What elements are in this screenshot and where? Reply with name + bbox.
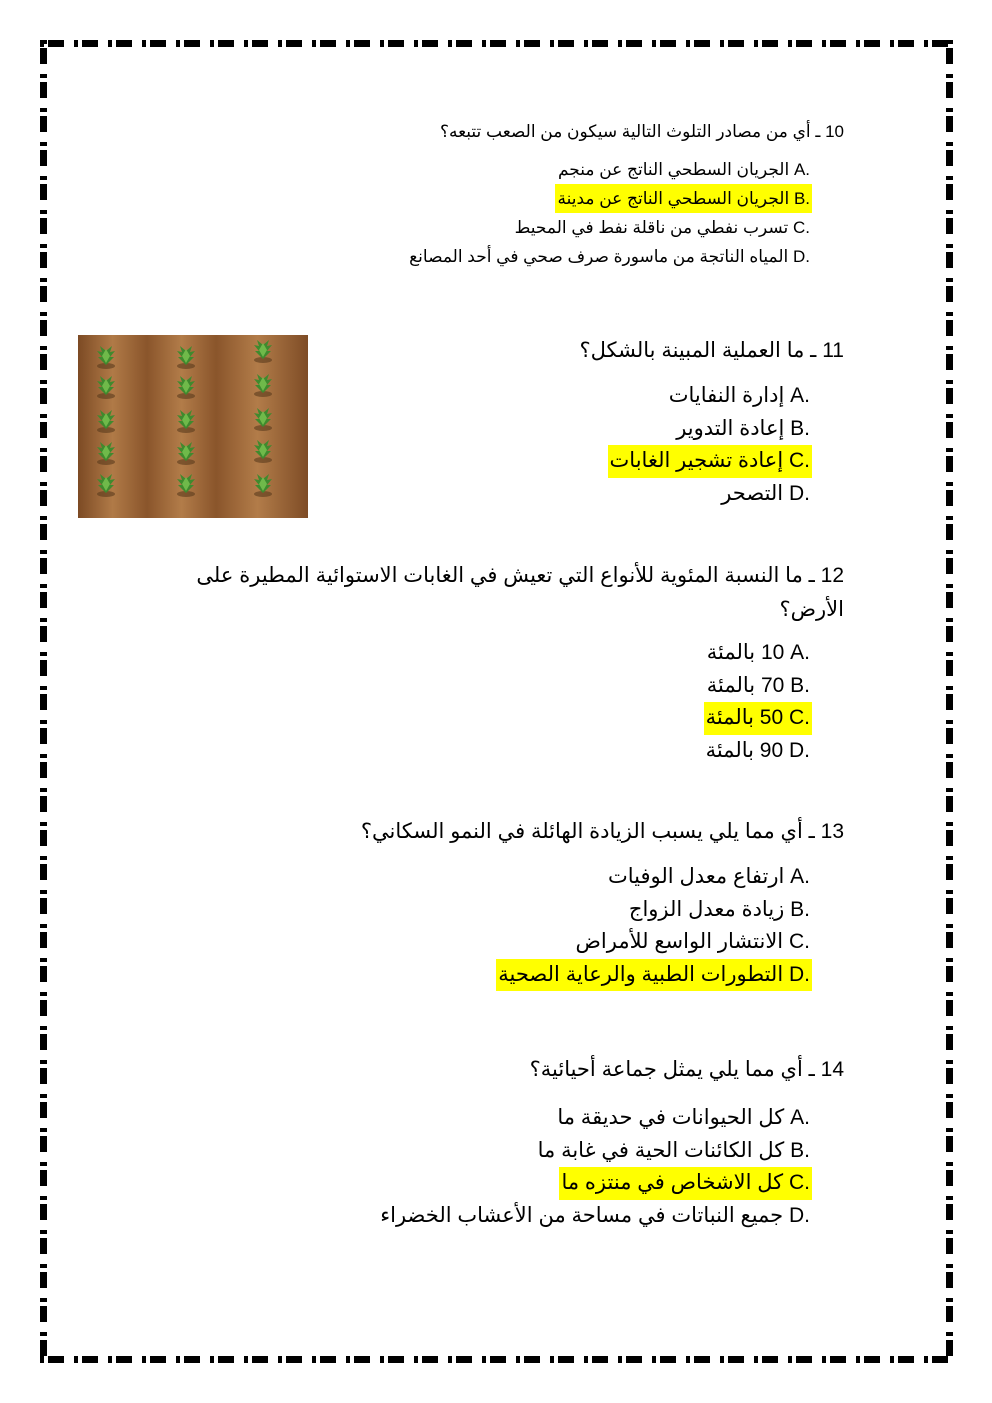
page-border-left bbox=[40, 40, 47, 1363]
question-text: 11 ـ ما العملية المبينة بالشكل؟ bbox=[579, 339, 844, 362]
options-list bbox=[378, 1102, 812, 1232]
page-border-top bbox=[40, 40, 953, 47]
option-letter: D. bbox=[789, 738, 810, 762]
option-d[interactable] bbox=[579, 478, 812, 511]
option-c[interactable] bbox=[378, 1167, 812, 1200]
option-b[interactable] bbox=[361, 894, 812, 927]
options-list bbox=[361, 861, 812, 991]
option-text: 50 بالمئة bbox=[705, 706, 784, 729]
option-letter: D. bbox=[793, 247, 810, 266]
question-10 bbox=[407, 121, 844, 271]
option-c[interactable] bbox=[194, 702, 812, 735]
option-letter: C. bbox=[789, 449, 810, 472]
option-letter: C. bbox=[789, 1171, 810, 1194]
option-text: الجريان السطحي الناتج عن مدينة bbox=[557, 189, 790, 208]
question-14 bbox=[378, 1053, 844, 1232]
question-text: 12 ـ ما النسبة المئوية للأنواع التي تعيش في الغابات الاستوائية المطيرة على الأرض؟ bbox=[196, 564, 844, 621]
page-border-bottom bbox=[40, 1356, 953, 1363]
option-text: كل الحيوانات في حديقة ما bbox=[557, 1106, 785, 1129]
option-b[interactable] bbox=[194, 670, 812, 703]
option-b[interactable] bbox=[407, 184, 812, 213]
page-border-right bbox=[946, 40, 953, 1363]
option-text: 10 بالمئة bbox=[706, 641, 785, 664]
option-letter: B. bbox=[793, 189, 810, 208]
option-text: كل الاشخاص في منتزه ما bbox=[561, 1171, 784, 1194]
option-text: إدارة النفايات bbox=[668, 384, 785, 407]
option-text: المياه الناتجة من ماسورة صرف صحي في أحد المصانع bbox=[409, 247, 789, 266]
option-d[interactable] bbox=[407, 242, 812, 271]
option-text: إعادة التدوير bbox=[676, 416, 785, 440]
option-text: كل الكائنات الحية في غابة ما bbox=[537, 1138, 785, 1162]
option-a[interactable] bbox=[407, 155, 812, 184]
option-text: 70 بالمئة bbox=[706, 673, 785, 697]
reforestation-figure bbox=[78, 335, 308, 518]
option-letter: C. bbox=[793, 218, 810, 237]
option-letter: C. bbox=[789, 706, 810, 729]
option-letter: B. bbox=[790, 416, 810, 440]
option-letter: C. bbox=[789, 930, 810, 953]
option-c[interactable] bbox=[407, 213, 812, 242]
option-letter: D. bbox=[789, 481, 810, 505]
option-text: إعادة تشجير الغابات bbox=[609, 449, 784, 472]
option-letter: B. bbox=[790, 897, 810, 921]
option-letter: D. bbox=[789, 1203, 810, 1227]
option-letter: B. bbox=[790, 1138, 810, 1162]
question-text: 10 ـ أي من مصادر التلوث التالية سيكون من الصعب تتبعه؟ bbox=[439, 122, 844, 141]
option-text: التصحر bbox=[721, 481, 784, 505]
option-d[interactable] bbox=[378, 1200, 812, 1233]
option-b[interactable] bbox=[579, 413, 812, 446]
option-text: التطورات الطبية والرعاية الصحية bbox=[498, 962, 784, 986]
seedling-rows-icon bbox=[78, 335, 308, 518]
option-text: الانتشار الواسع للأمراض bbox=[575, 930, 784, 953]
option-letter: A. bbox=[790, 641, 810, 664]
option-d[interactable] bbox=[361, 959, 812, 992]
option-b[interactable] bbox=[378, 1135, 812, 1168]
question-text: 14 ـ أي مما يلي يمثل جماعة أحيائية؟ bbox=[529, 1058, 844, 1081]
option-letter: A. bbox=[790, 384, 810, 407]
option-text: تسرب نفطي من ناقلة نفط في المحيط bbox=[514, 218, 789, 237]
option-letter: A. bbox=[790, 1106, 810, 1129]
option-text: زيادة معدل الزواج bbox=[628, 897, 785, 921]
option-a[interactable] bbox=[194, 637, 812, 670]
option-letter: A. bbox=[790, 865, 810, 888]
options-list bbox=[579, 380, 812, 510]
option-a[interactable] bbox=[378, 1102, 812, 1135]
option-c[interactable] bbox=[579, 445, 812, 478]
option-letter: A. bbox=[793, 160, 810, 179]
option-text: 90 بالمئة bbox=[705, 738, 784, 762]
option-text: ارتفاع معدل الوفيات bbox=[607, 865, 785, 888]
option-letter: D. bbox=[789, 962, 810, 986]
options-list bbox=[407, 155, 812, 271]
question-text: 13 ـ أي مما يلي يسبب الزيادة الهائلة في النمو السكاني؟ bbox=[360, 820, 844, 843]
options-list bbox=[194, 637, 812, 767]
option-text: الجريان السطحي الناتج عن منجم bbox=[557, 160, 790, 179]
option-text: جميع النباتات في مساحة من الأعشاب الخضراء bbox=[380, 1203, 784, 1227]
question-13 bbox=[361, 815, 844, 991]
option-letter: B. bbox=[790, 673, 810, 697]
question-12 bbox=[194, 559, 844, 767]
option-a[interactable] bbox=[579, 380, 812, 413]
option-d[interactable] bbox=[194, 735, 812, 768]
option-a[interactable] bbox=[361, 861, 812, 894]
question-11 bbox=[579, 334, 844, 510]
option-c[interactable] bbox=[361, 926, 812, 959]
